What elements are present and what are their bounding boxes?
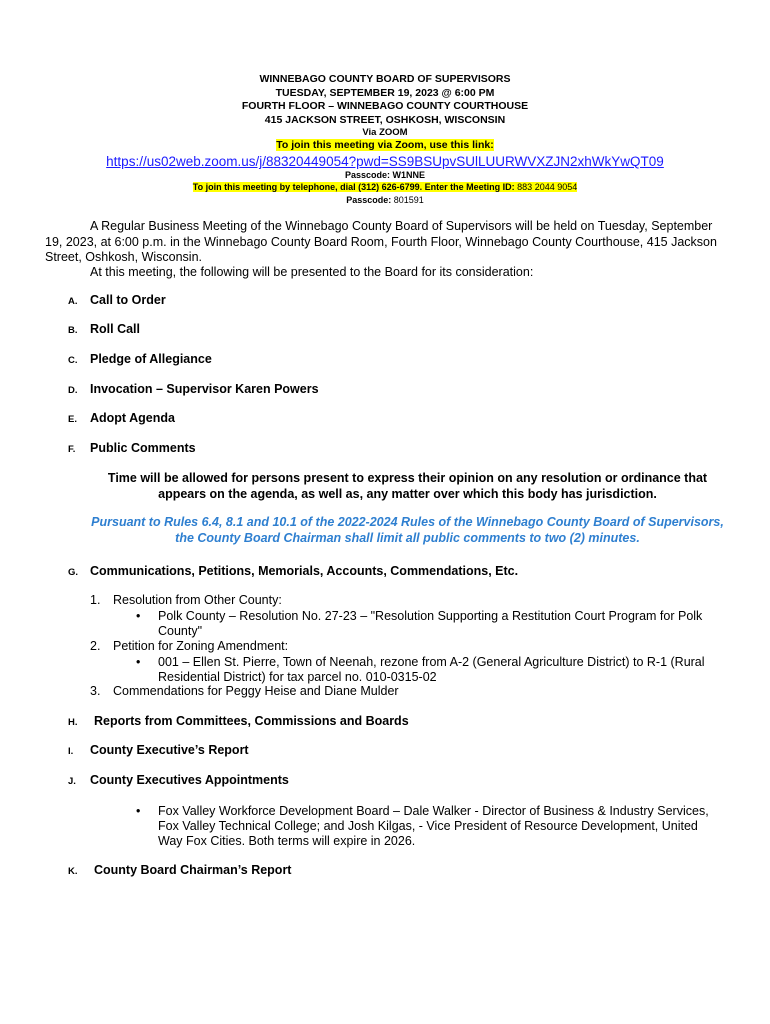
- list-number: 3.: [90, 684, 101, 698]
- item-letter: F.: [68, 444, 76, 455]
- zoom-join-text: To join this meeting via Zoom, use this link:: [276, 139, 494, 151]
- meeting-floor: FOURTH FLOOR – WINNEBAGO COUNTY COURTHOUSE: [241, 100, 529, 112]
- agenda-item-b: [68, 322, 140, 338]
- item-title: County Executives Appointments: [90, 773, 289, 787]
- agenda-item-h: [68, 714, 409, 730]
- item-title: Pledge of Allegiance: [90, 352, 212, 366]
- item-letter: E.: [68, 414, 77, 425]
- item-title: Roll Call: [90, 322, 141, 336]
- item-letter: I.: [68, 746, 74, 757]
- org-title: WINNEBAGO COUNTY BOARD OF SUPERVISORS: [259, 73, 511, 85]
- list-text: Resolution from Other County:: [113, 593, 282, 607]
- item-title: County Board Chairman’s Report: [94, 863, 292, 877]
- item-letter: A.: [68, 296, 78, 307]
- bullet-text: 001 – Ellen St. Pierre, Town of Neenah, rezone from A-2 (General Agriculture District) to R-1 (Rural Residential District) for tax parcel no. 010-0315-02: [158, 655, 705, 684]
- item-letter: D.: [68, 385, 78, 396]
- public-comments-rule: Pursuant to Rules 6.4, 8.1 and 10.1 of the 2022-2024 Rules of the Winnebago County Board of Supervisors, the County Board Chairman shall limit all public comments to two (2) minutes.: [91, 515, 724, 545]
- passcode-2-value: 801591: [393, 195, 424, 205]
- passcode-2-label: Passcode:: [346, 195, 394, 205]
- via-zoom: Via ZOOM: [362, 127, 408, 138]
- list-text: Petition for Zoning Amendment:: [113, 639, 289, 653]
- bullet-icon: •: [136, 655, 141, 669]
- item-title: County Executive’s Report: [90, 743, 249, 757]
- consideration-text: At this meeting, the following will be presented to the Board for its consideration:: [90, 265, 534, 279]
- bullet-icon: •: [136, 609, 141, 623]
- agenda-item-a: [68, 293, 166, 309]
- bullet-text: Polk County – Resolution No. 27-23 – "Resolution Supporting a Restitution Court Program for Polk County": [158, 609, 703, 638]
- meeting-address: 415 JACKSON STREET, OSHKOSH, WISCONSIN: [264, 114, 506, 126]
- public-comments-note: Time will be allowed for persons present to express their opinion on any resolution or ordinance that appears on the agenda, as well as, any matter over which this body has jurisdiction.: [107, 471, 708, 501]
- zoom-join-note: [0, 139, 770, 152]
- list-number: 1.: [90, 593, 101, 607]
- zoom-link[interactable]: https://us02web.zoom.us/j/88320449054?pwd=SS9BSUpvSUlLUURWVXZJN2xhWkYwQT09: [106, 154, 664, 169]
- consideration-line: [45, 265, 725, 281]
- agenda-item-f: [68, 441, 196, 457]
- passcode-1: Passcode: W1NNE: [344, 170, 426, 180]
- item-title: Public Comments: [90, 441, 196, 455]
- item-letter: J.: [68, 776, 76, 787]
- item-title: Call to Order: [90, 293, 166, 307]
- item-letter: H.: [68, 717, 78, 728]
- item-title: Invocation – Supervisor Karen Powers: [90, 382, 319, 396]
- meeting-id: 883 2044 9054: [517, 182, 578, 192]
- meeting-date: TUESDAY, SEPTEMBER 19, 2023 @ 6:00 PM: [275, 87, 495, 99]
- phone-join-row: [0, 181, 770, 193]
- list-text: Commendations for Peggy Heise and Diane Mulder: [113, 684, 399, 698]
- phone-join-text: To join this meeting by telephone, dial (312) 626-6799. Enter the Meeting ID:: [192, 182, 518, 192]
- item-letter: B.: [68, 325, 78, 336]
- item-letter: G.: [68, 567, 79, 578]
- bullet-icon: •: [136, 804, 141, 818]
- agenda-item-i: [68, 743, 249, 759]
- agenda-item-c: [68, 352, 212, 368]
- agenda-item-e: [68, 411, 175, 427]
- agenda-item-k: [68, 863, 291, 879]
- intro-paragraph: [45, 219, 725, 266]
- agenda-item-d: [68, 382, 319, 398]
- item-title: Adopt Agenda: [90, 411, 175, 425]
- item-letter: K.: [68, 866, 78, 877]
- bullet-text: Fox Valley Workforce Development Board – Dale Walker - Director of Business & Industry Services, Fox Valley Technical College; and Josh Kilgas, - Vice President of Resource Development, United Way Fox Cities. Both terms will expire in 2026.: [158, 804, 709, 848]
- item-title: Communications, Petitions, Memorials, Accounts, Commendations, Etc.: [90, 564, 519, 578]
- item-letter: C.: [68, 355, 78, 366]
- agenda-item-j: [68, 773, 289, 789]
- list-number: 2.: [90, 639, 101, 653]
- passcode-2-row: [0, 194, 770, 206]
- agenda-item-g: [68, 564, 518, 580]
- intro-text: A Regular Business Meeting of the Winnebago County Board of Supervisors will be held on Tuesday, September 19, 2023, at 6:00 p.m. in the Winnebago County Board Room, Fourth Floor, Winnebago County Courthouse, 415 Jackson Street, Oshkosh, Wisconsin.: [45, 219, 717, 264]
- item-title: Reports from Committees, Commissions and Boards: [94, 714, 409, 728]
